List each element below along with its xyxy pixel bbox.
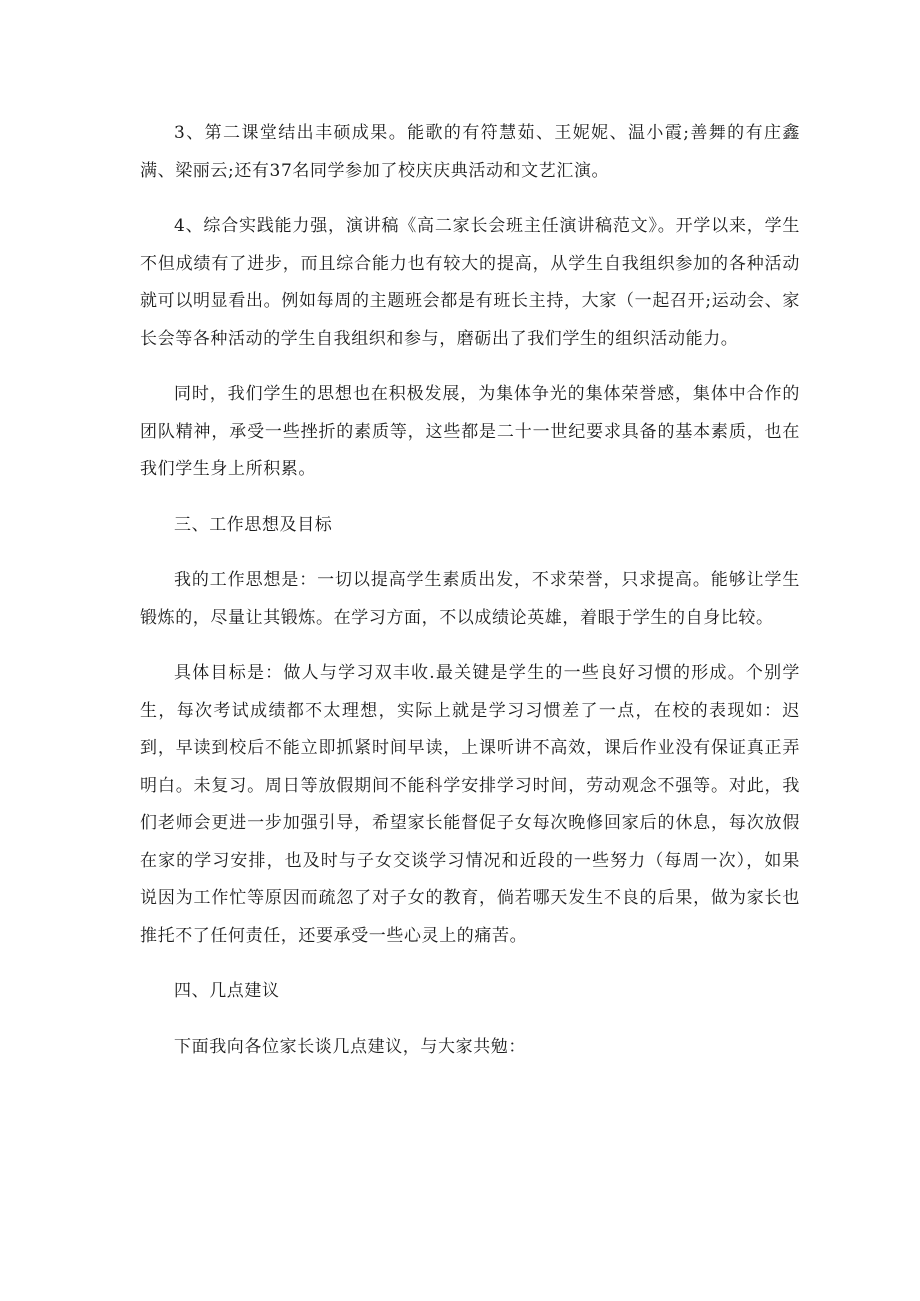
section-heading-suggestions: 四、几点建议 bbox=[174, 981, 280, 1001]
paragraph-specific-goals: 具体目标是：做人与学习双丰收.最关键是学生的一些良好习惯的形成。个别学生，每次考试成绩都不太理想，实际上就是学习习惯差了一点，在校的表现如：迟到，早读到校后不能立即抓紧时间早读，上课听讲不高效，课后作业没有保证真正弄明白。未复习。周日等放假期间不能科学安排学习时间，劳动观念不强等。对此，我们老师会更进一步加强引导，希望家长能督促子女每次晚修回家后的休息，每次放假在家的学习安排，也及时与子女交谈学习情况和近段的一些努力（每周一次），如果说因为工作忙等原因而疏忽了对子女的教育，倘若哪天发生不良的后果，做为家长也推托不了任何责任，还要承受一些心灵上的痛苦。 bbox=[140, 663, 800, 946]
paragraph-achievement-3: 3、第二课堂结出丰硕成果。能歌的有符慧茹、王妮妮、温小霞;善舞的有庄鑫满、梁丽云;还有37名同学参加了校庆庆典活动和文艺汇演。 bbox=[140, 123, 800, 181]
paragraph-student-thinking: 同时，我们学生的思想也在积极发展，为集体争光的集体荣誉感，集体中合作的团队精神，承受一些挫折的素质等，这些都是二十一世纪要求具备的基本素质，也在我们学生身上所积累。 bbox=[140, 384, 800, 479]
paragraph-work-thinking: 我的工作思想是：一切以提高学生素质出发，不求荣誉，只求提高。能够让学生锻炼的，尽量让其锻炼。在学习方面，不以成绩论英雄，着眼于学生的自身比较。 bbox=[140, 570, 800, 628]
paragraph-achievement-4: 4、综合实践能力强，演讲稿《高二家长会班主任演讲稿范文》。开学以来，学生不但成绩有了进步，而且综合能力也有较大的提高，从学生自我组织参加的各种活动就可以明显看出。例如每周的主题班会都是有班长主持，大家（一起召开;运动会、家长会等各种活动的学生自我组织和参与，磨砺出了我们学生的组织活动能力。 bbox=[140, 216, 800, 349]
paragraph-suggestions-intro: 下面我向各位家长谈几点建议，与大家共勉： bbox=[174, 1036, 526, 1057]
document-body bbox=[140, 115, 800, 1066]
section-heading-work-goals: 三、工作思想及目标 bbox=[174, 514, 333, 535]
